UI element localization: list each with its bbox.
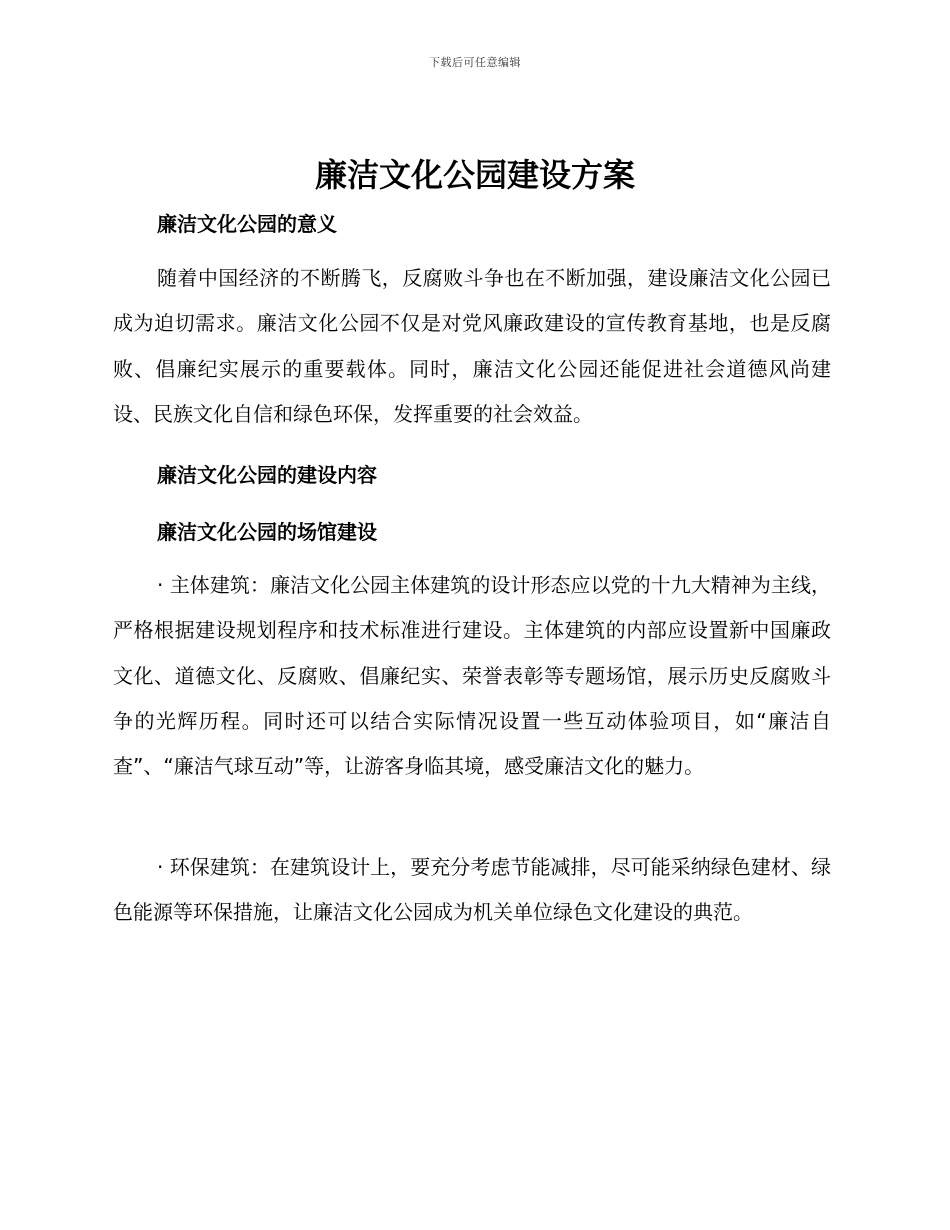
section-heading-venue: 廉洁文化公园的场馆建设 [157,520,377,544]
section-heading-significance: 廉洁文化公园的意义 [157,212,337,236]
paragraph-significance: 随着中国经济的不断腾飞，反腐败斗争也在不断加强，建设廉洁文化公园已成为迫切需求。廉洁文化公园不仅是对党风廉政建设的宣传教育基地，也是反腐败、倡廉纪实展示的重要载体。同时，廉洁文化公园还能促进社会道德风尚建设、民族文化自信和绿色环保，发挥重要的社会效益。 [113,266,831,426]
page-title: 廉洁文化公园建设方案 [314,156,635,194]
header-note: 下载后可任意编辑 [429,56,521,69]
section-heading-content: 廉洁文化公园的建设内容 [157,463,377,487]
paragraph-main-building: · 主体建筑：廉洁文化公园主体建筑的设计形态应以党的十九大精神为主线，严格根据建设规划程序和技术标准进行建设。主体建筑的内部应设置新中国廉政文化、道德文化、反腐败、倡廉纪实、荣誉表彰等专题场馆，展示历史反腐败斗争的光辉历程。同时还可以结合实际情况设置一些互动体验项目，如“廉洁自查”、“廉洁气球互动”等，让游客身临其境，感受廉洁文化的魅力。 [113,573,831,779]
paragraph-eco-building: · 环保建筑：在建筑设计上，要充分考虑节能减排，尽可能采纳绿色建材、绿色能源等环保措施，让廉洁文化公园成为机关单位绿色文化建设的典范。 [113,855,831,925]
